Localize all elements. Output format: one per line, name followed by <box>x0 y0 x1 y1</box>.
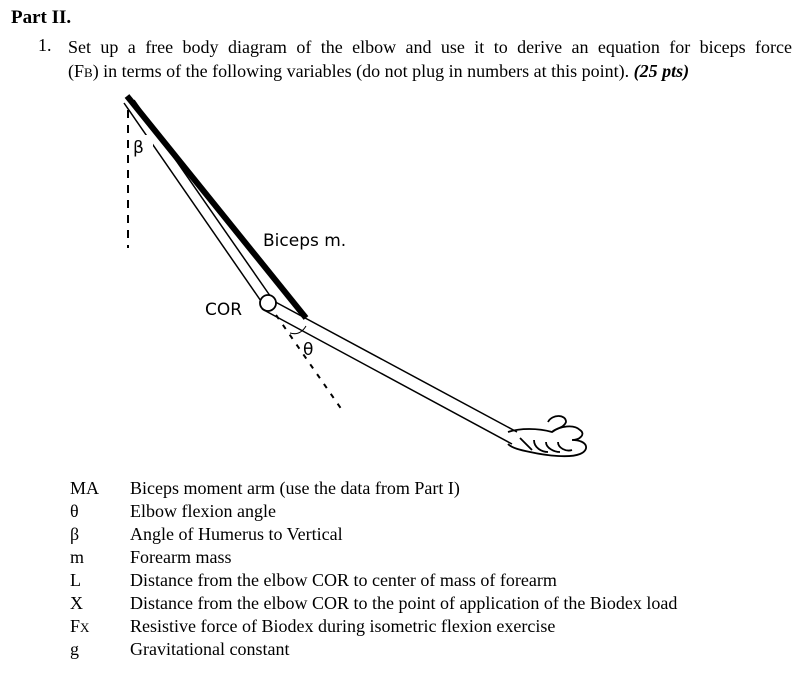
forearm-edge-top <box>268 298 517 432</box>
variable-symbol: g <box>70 639 79 659</box>
section-heading: Part II. <box>11 7 72 28</box>
variable-symbol: MA <box>70 478 100 498</box>
question-line-2-pre: (F <box>68 61 85 81</box>
biceps-force-subscript: B <box>84 65 93 80</box>
variable-description: Gravitational constant <box>130 639 290 659</box>
elbow-joint-circle <box>260 295 276 311</box>
variable-description: Forearm mass <box>130 547 232 567</box>
theta-arc <box>290 326 306 334</box>
variable-symbol <box>70 616 89 637</box>
variable-description: Angle of Humerus to Vertical <box>130 524 343 544</box>
beta-label: β <box>133 138 144 158</box>
variable-symbol: L <box>70 570 81 590</box>
theta-label: θ <box>303 340 314 360</box>
variable-symbol-main: F <box>70 616 81 636</box>
variable-symbol: β <box>70 524 80 544</box>
humerus-extension-dashed <box>276 315 342 410</box>
cor-label: COR <box>205 300 243 320</box>
biceps-label: Biceps m. <box>263 231 347 251</box>
variable-description: Resistive force of Biodex during isometric flexion exercise <box>130 616 556 636</box>
forearm-edge-bottom <box>262 309 512 444</box>
variable-symbol: X <box>70 593 83 613</box>
variable-description: Elbow flexion angle <box>130 501 276 521</box>
variable-description: Distance from the elbow COR to center of mass of forearm <box>130 570 557 590</box>
humerus-edge-left <box>124 103 263 304</box>
question-line-1: Set up a free body diagram of the elbow and use it to derive an equation for biceps force <box>68 37 792 57</box>
question-line-2-post: ) in terms of the following variables (do not plug in numbers at this point). <box>92 61 630 81</box>
question-number: 1. <box>38 35 52 55</box>
variable-description: Biceps moment arm (use the data from Part I) <box>130 478 460 498</box>
hand-icon <box>508 416 586 456</box>
variable-description: Distance from the elbow COR to the point of application of the Biodex load <box>130 593 678 613</box>
biceps-muscle-line <box>127 96 306 318</box>
variable-symbol: m <box>70 547 85 567</box>
variable-symbol: θ <box>70 501 79 521</box>
question-points: (25 pts) <box>633 61 690 81</box>
variable-symbol-subscript: X <box>80 620 90 635</box>
